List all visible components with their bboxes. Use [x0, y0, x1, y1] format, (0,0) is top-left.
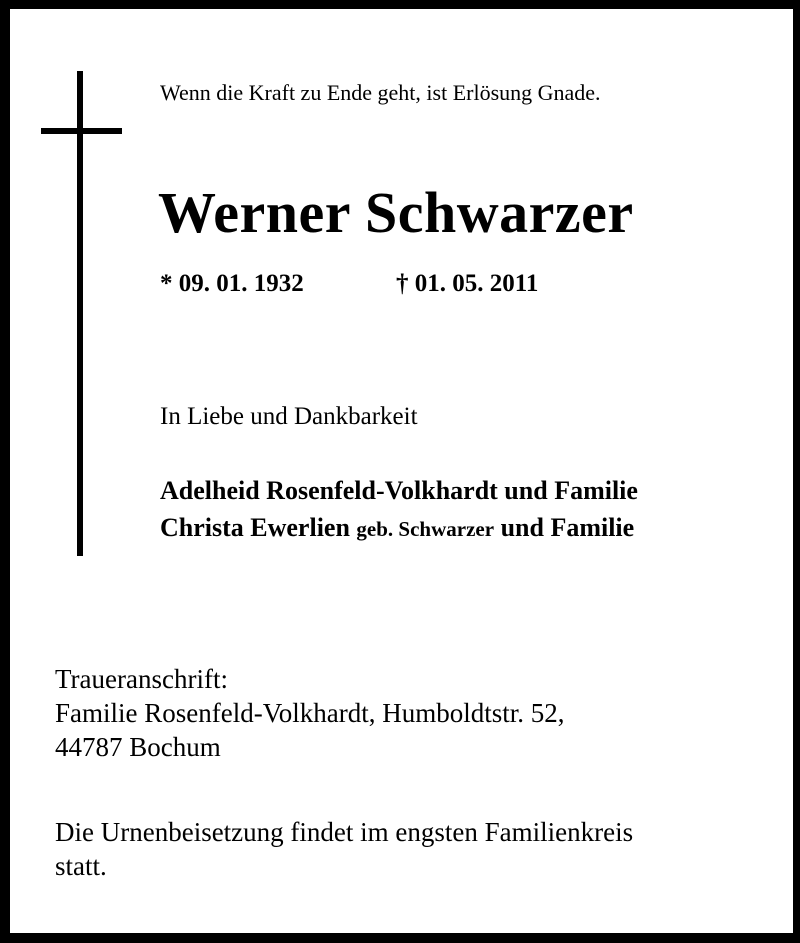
deceased-name: Werner Schwarzer: [158, 180, 634, 245]
motto: Wenn die Kraft zu Ende geht, ist Erlösung Gnade.: [160, 80, 601, 105]
address-line-2: 44787 Bochum: [55, 732, 221, 762]
mourner-line-2: [160, 515, 634, 541]
mourner-line-1: Adelheid Rosenfeld-Volkhardt und Familie: [160, 476, 638, 505]
burial-notice-line-1: Die Urnenbeisetzung findet im engsten Familienkreis: [55, 817, 634, 847]
cross-icon-horizontal-bar: [41, 128, 122, 134]
address-label: Traueranschrift:: [55, 664, 228, 694]
cross-icon-vertical-bar: [77, 71, 83, 556]
birth-date: * 09. 01. 1932: [160, 270, 304, 297]
mourner-name: Christa Ewerlien: [160, 513, 350, 542]
maiden-name: geb. Schwarzer: [356, 517, 495, 541]
dedication: In Liebe und Dankbarkeit: [160, 403, 418, 430]
address-line-1: Familie Rosenfeld-Volkhardt, Humboldtstr. 52,: [55, 698, 565, 728]
burial-notice-line-2: statt.: [55, 851, 107, 881]
mourner-suffix: und Familie: [500, 513, 635, 542]
death-date: † 01. 05. 2011: [396, 270, 539, 297]
